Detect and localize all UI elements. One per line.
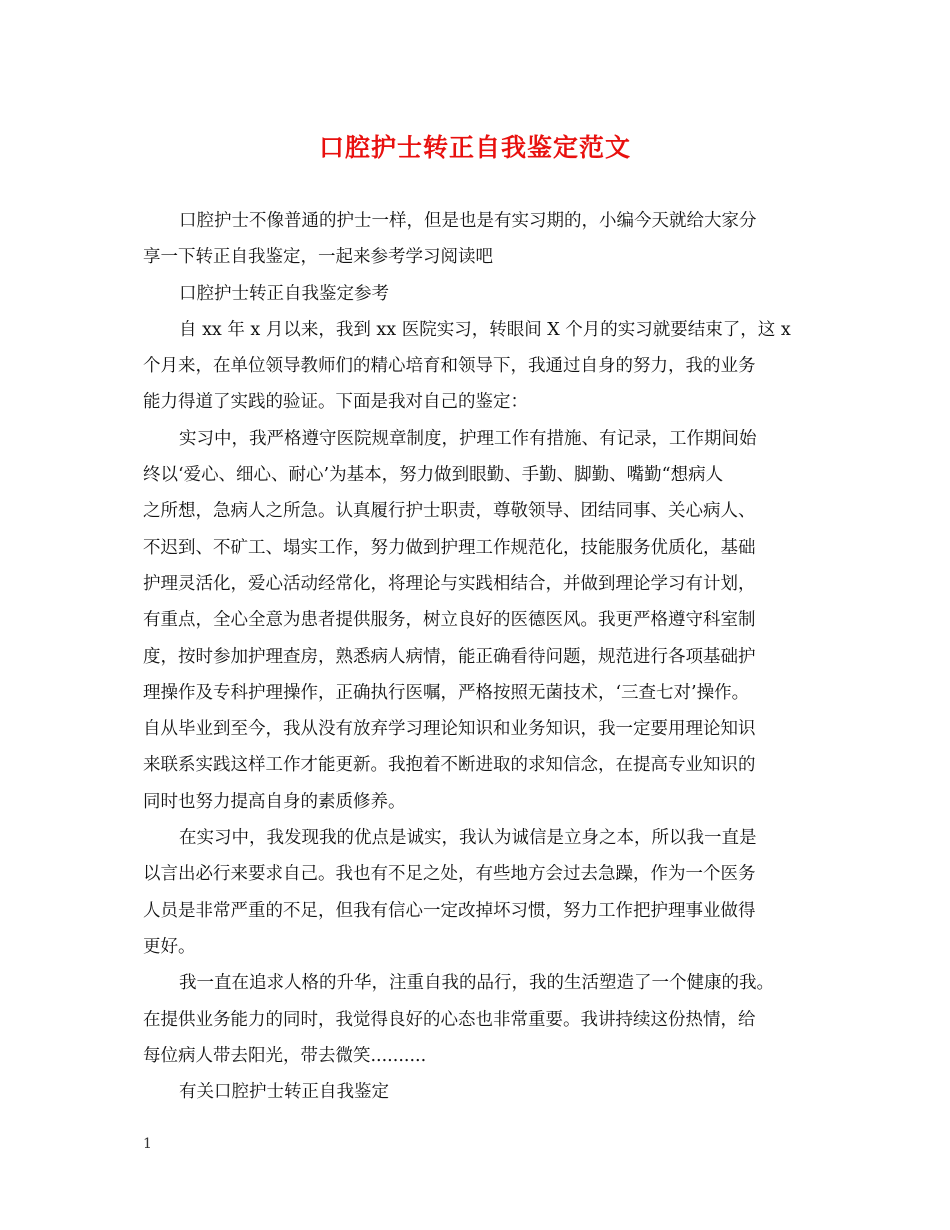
body-line: 在实习中，我发现我的优点是诚实，我认为诚信是立身之本，所以我一直是 — [179, 828, 757, 849]
document-title: 口腔护士转正自我鉴定范文 — [318, 133, 631, 162]
body-line: 个月来，在单位领导教师们的精心培育和领导下，我通过自身的努力，我的业务 — [143, 356, 756, 377]
body-line: 同时也努力提高自身的素质修养。 — [143, 791, 406, 812]
body-line: 人员是非常严重的不足，但我有信心一定改掉坏习惯，努力工作把护理事业做得 — [143, 900, 756, 921]
body-line: 以言出必行来要求自己。我也有不足之处，有些地方会过去急躁，作为一个医务 — [143, 864, 756, 885]
body-line: 来联系实践这样工作才能更新。我抱着不断进取的求知信念，在提高专业知识的 — [143, 755, 756, 776]
body-line: 有重点，全心全意为患者提供服务，树立良好的医德医风。我更严格遵守科室制 — [143, 610, 756, 631]
body-line: 理操作及专科护理操作，正确执行医嘱，严格按照无菌技术，‘三查七对’操作。 — [143, 682, 750, 703]
body-line: 口腔护士转正自我鉴定参考 — [179, 283, 389, 304]
body-line: 实习中，我严格遵守医院规章制度，护理工作有措施、有记录，工作期间始 — [179, 428, 757, 449]
body-line: 终以‘爱心、细心、耐心’为基本，努力做到眼勤、手勤、脚勤、嘴勤“想病人 — [143, 465, 724, 486]
body-line: 在提供业务能力的同时，我觉得良好的心态也非常重要。我讲持续这份热情，给 — [143, 1009, 756, 1030]
body-line: 不迟到、不矿工、塌实工作，努力做到护理工作规范化，技能服务优质化，基础 — [143, 537, 756, 558]
body-line: 自从毕业到至今，我从没有放弃学习理论知识和业务知识，我一定要用理论知识 — [143, 719, 756, 740]
body-line: 享一下转正自我鉴定，一起来参考学习阅读吧 — [143, 247, 493, 268]
body-line: 有关口腔护士转正自我鉴定 — [179, 1082, 389, 1103]
body-line: 自 xx 年 x 月以来，我到 xx 医院实习，转眼间 X 个月的实习就要结束了，这 x — [179, 319, 791, 340]
body-line: 口腔护士不像普通的护士一样，但是也是有实习期的，小编今天就给大家分 — [179, 211, 757, 231]
body-line: 每位病人带去阳光，带去微笑.......... — [143, 1045, 427, 1066]
body-line: 我一直在追求人格的升华，注重自我的品行，我的生活塑造了一个健康的我。 — [179, 973, 774, 994]
body-line: 更好。 — [143, 936, 196, 957]
body-line: 度，按时参加护理查房，熟悉病人病情，能正确看待问题，规范进行各项基础护 — [143, 646, 756, 667]
body-line: 能力得道了实践的验证。下面是我对自己的鉴定： — [143, 392, 528, 413]
page-number: 1 — [143, 1136, 152, 1152]
body-line: 之所想，急病人之所急。认真履行护士职责，尊敬领导、团结同事、关心病人、 — [143, 501, 756, 522]
document-body — [143, 203, 816, 1110]
body-line: 护理灵活化，爱心活动经常化，将理论与实践相结合，并做到理论学习有计划， — [143, 573, 756, 594]
